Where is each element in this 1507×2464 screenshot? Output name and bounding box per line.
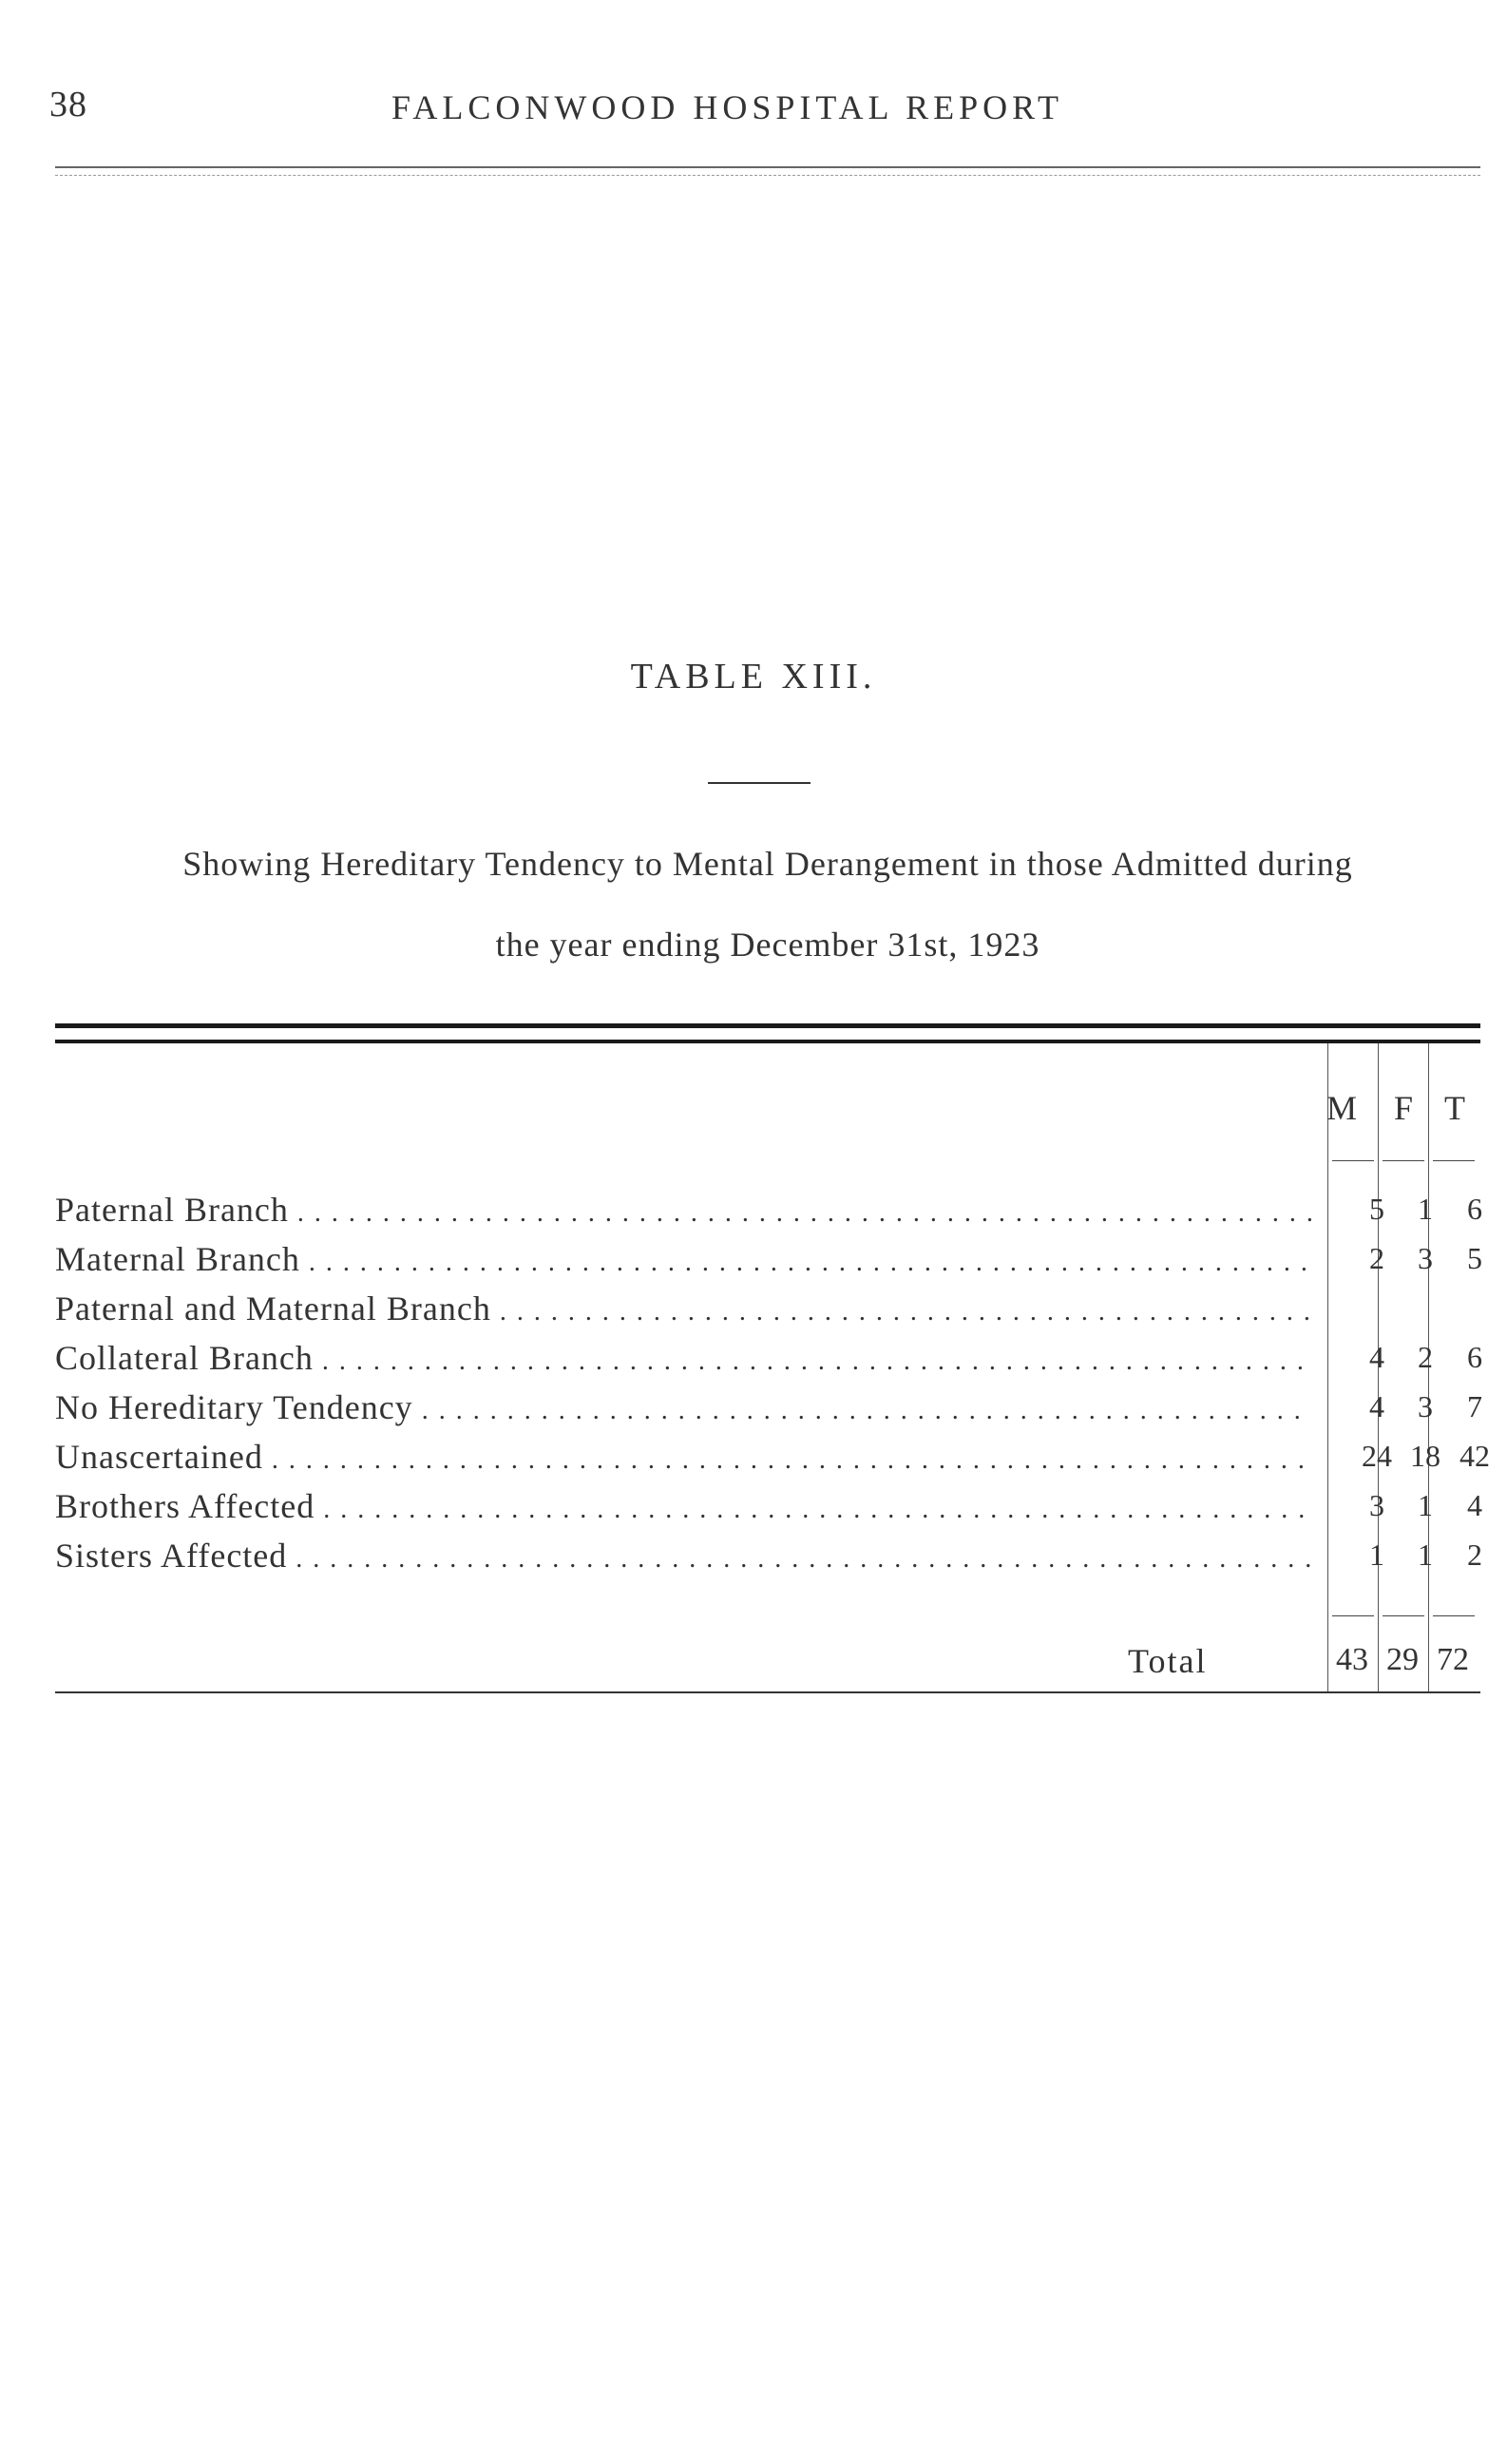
table-bottom-rule: [55, 1691, 1480, 1693]
total-separator: [1332, 1615, 1374, 1616]
header-rule: [55, 166, 1480, 168]
cell-f: 3: [1418, 1389, 1433, 1423]
total-f: 29: [1386, 1642, 1419, 1677]
table-subtitle-line1: Showing Hereditary Tendency to Mental Derangement in those Admitted during: [182, 845, 1353, 883]
cell-t: 7: [1467, 1389, 1482, 1423]
running-title: FALCONWOOD HOSPITAL REPORT: [391, 88, 1063, 126]
header-underline: [1433, 1160, 1475, 1161]
cell-f: 3: [1418, 1241, 1433, 1275]
total-t: 72: [1437, 1642, 1469, 1677]
header-underline: [1332, 1160, 1374, 1161]
total-separator: [1383, 1615, 1424, 1616]
header-rule-secondary: [55, 175, 1480, 176]
cell-t: 42: [1459, 1439, 1490, 1473]
total-separator: [1433, 1615, 1475, 1616]
column-header-f: F: [1393, 1089, 1414, 1127]
row-label: Paternal Branch . . .: [55, 1190, 1311, 1230]
total-label: Total: [1128, 1642, 1208, 1680]
table-top-rule: [55, 1023, 1480, 1043]
column-divider: [1327, 1043, 1328, 1691]
cell-m: 5: [1369, 1192, 1384, 1226]
row-label: Paternal and Maternal Branch . . .: [55, 1289, 1311, 1328]
cell-t: 4: [1467, 1488, 1482, 1522]
title-divider: [708, 782, 811, 784]
cell-t: 6: [1467, 1192, 1482, 1226]
row-label: Sisters Affected . . .: [55, 1536, 1311, 1576]
cell-f: 1: [1418, 1488, 1433, 1522]
row-label: Brothers Affected . . .: [55, 1486, 1311, 1526]
cell-t: 5: [1467, 1241, 1482, 1275]
cell-f: 2: [1418, 1340, 1433, 1374]
table-title: TABLE XIII.: [630, 657, 877, 697]
row-label: Maternal Branch . . .: [55, 1239, 1311, 1279]
cell-m: 4: [1369, 1340, 1384, 1374]
column-header-t: T: [1444, 1089, 1465, 1127]
cell-m: 3: [1369, 1488, 1384, 1522]
cell-f: 18: [1410, 1439, 1440, 1473]
cell-f: 1: [1418, 1192, 1433, 1226]
cell-m: 4: [1369, 1389, 1384, 1423]
table-subtitle-line2: the year ending December 31st, 1923: [495, 926, 1040, 964]
total-m: 43: [1336, 1642, 1368, 1677]
page-number: 38: [49, 85, 87, 124]
cell-m: 2: [1369, 1241, 1384, 1275]
cell-m: 24: [1362, 1439, 1392, 1473]
cell-f: 1: [1418, 1538, 1433, 1572]
page-header: [49, 84, 1478, 131]
cell-t: 2: [1467, 1538, 1482, 1572]
cell-t: 6: [1467, 1340, 1482, 1374]
column-header-m: M: [1326, 1089, 1357, 1127]
row-label: No Hereditary Tendency . . .: [55, 1387, 1311, 1427]
cell-m: 1: [1369, 1538, 1384, 1572]
row-label: Collateral Branch . . .: [55, 1338, 1311, 1378]
header-underline: [1383, 1160, 1424, 1161]
row-label: Unascertained . . .: [55, 1437, 1311, 1477]
